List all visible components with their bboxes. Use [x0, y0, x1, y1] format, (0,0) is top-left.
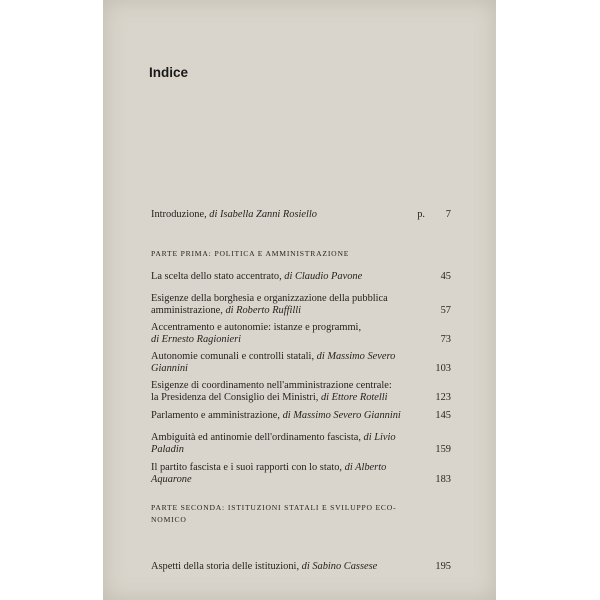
entry-line: [151, 363, 451, 375]
entry-author: di Massimo Severo Giannini: [282, 410, 401, 421]
entry-author: di Roberto Ruffilli: [225, 305, 302, 317]
entry-title: la Presidenza del Consiglio dei Ministri,: [151, 392, 321, 404]
toc-entry: [151, 432, 451, 456]
toc-entry: [151, 380, 451, 404]
toc-entry-intro: [151, 209, 451, 221]
toc-entry: [151, 410, 451, 422]
page-number: 45: [440, 271, 451, 282]
entry-author: di Ernesto Ragionieri: [151, 334, 242, 346]
toc-entry: [151, 351, 451, 375]
entry-author: di Isabella Zanni Rosiello: [209, 209, 317, 220]
entry-line: [151, 334, 451, 346]
index-heading: Indice: [149, 65, 189, 80]
toc-entry: [151, 322, 451, 346]
entry-author: di Ettore Rotelli: [320, 392, 388, 404]
part-title-line-1: ISTITUZIONI STATALI E SVILUPPO ECO-: [227, 503, 397, 512]
entry-line: [151, 305, 451, 317]
toc-entry: [151, 271, 451, 283]
part-label: PARTE PRIMA:: [151, 249, 212, 258]
entry-title: Accentramento e autonomie: istanze e programmi,: [151, 322, 362, 333]
part-title-line-2: NOMICO: [151, 514, 187, 524]
entry-line: [151, 462, 451, 474]
entry-line: [151, 392, 451, 404]
entry-line: [151, 432, 451, 444]
toc-entry: [151, 293, 451, 317]
entry-title: Parlamento e amministrazione,: [151, 410, 283, 421]
entry-author: di Sabino Cassese: [301, 561, 378, 572]
page-number: 103: [435, 363, 451, 375]
entry-line: [151, 322, 451, 334]
page-number: 159: [435, 444, 451, 456]
page-number: 7: [445, 209, 451, 220]
page-number: 57: [440, 305, 451, 317]
toc-entry: [151, 561, 451, 573]
part-one-heading: [151, 248, 451, 260]
entry-line: [151, 474, 451, 486]
entry-title: Aspetti della storia delle istituzioni,: [151, 561, 302, 572]
entry-author: di Livio: [363, 432, 396, 443]
entry-line: [151, 351, 451, 363]
entry-title: Ambiguità ed antinomie dell'ordinamento fascista,: [151, 432, 364, 443]
toc-entry: [151, 462, 451, 486]
part-label: PARTE SECONDA:: [151, 503, 225, 512]
entry-author: Giannini: [151, 363, 188, 375]
entry-author: di Claudio Pavone: [284, 271, 363, 282]
entry-author: di Massimo Severo: [316, 351, 396, 362]
page-number: 145: [435, 410, 451, 421]
entry-author: Paladin: [151, 444, 184, 456]
entry-title: Introduzione,: [151, 209, 210, 220]
entry-author: di Alberto: [344, 462, 387, 473]
entry-title: amministrazione,: [151, 305, 226, 317]
entry-line: [151, 444, 451, 456]
entry-line: [151, 410, 451, 422]
page-prefix: p.: [417, 209, 425, 220]
entry-line: [151, 380, 451, 392]
entry-title: Il partito fascista e i suoi rapporti con lo stato,: [151, 462, 345, 473]
entry-line: [151, 293, 451, 305]
part-title: POLITICA E AMMINISTRAZIONE: [214, 249, 350, 258]
entry-author: Aquarone: [151, 474, 192, 486]
page-number: 183: [435, 474, 451, 486]
page-number: 195: [435, 561, 451, 572]
entry-line: [151, 561, 451, 573]
page-number: 73: [440, 334, 451, 346]
book-page: [103, 0, 496, 600]
part-two-heading: [151, 502, 451, 525]
entry-title: La scelta dello stato accentrato,: [151, 271, 285, 282]
entry-line: [151, 271, 451, 283]
entry-title: Autonomie comunali e controlli statali,: [151, 351, 317, 362]
entry-title: Esigenze della borghesia e organizzazione della pubblica: [151, 293, 388, 304]
entry-title: Esigenze di coordinamento nell'amministrazione centrale:: [151, 380, 392, 391]
page-number: 123: [435, 392, 451, 404]
